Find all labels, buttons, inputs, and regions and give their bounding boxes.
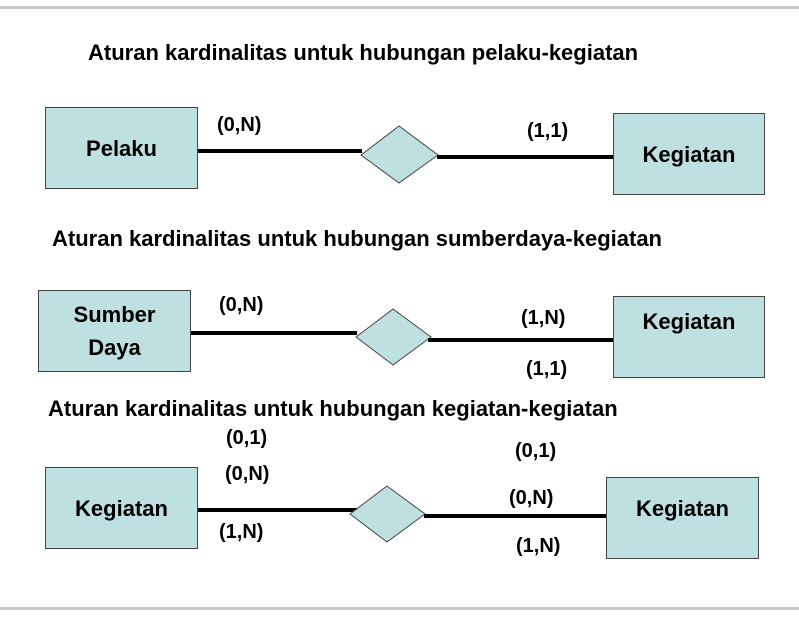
entity-sumber-daya	[38, 290, 191, 372]
entity-kegiatan-2	[613, 296, 765, 378]
card-right-0-1: (0,1)	[515, 440, 557, 462]
entity-kegiatan-3-right-label: Kegiatan	[636, 496, 729, 521]
entity-sumber-daya-label-1: Sumber	[73, 302, 156, 327]
entity-kegiatan-1	[613, 113, 765, 195]
card-left-0-n: (0,N)	[225, 463, 270, 485]
relationship-diamond-1	[361, 126, 438, 183]
entity-sumber-daya-label-2: Daya	[88, 335, 141, 360]
entity-kegiatan-3-right	[606, 477, 759, 559]
entity-pelaku	[45, 107, 198, 189]
entity-kegiatan-2-label: Kegiatan	[642, 309, 736, 334]
card-left-0-1: (0,1)	[226, 427, 268, 449]
entity-pelaku-label: Pelaku	[86, 135, 157, 161]
card-pelaku-side: (0,N)	[217, 114, 262, 136]
card-kegiatan-side-top: (1,N)	[521, 307, 566, 329]
relationship-diamond-3	[350, 486, 425, 542]
entity-kegiatan-3-left	[45, 467, 198, 549]
section3-title: Aturan kardinalitas untuk hubungan kegiatan-kegiatan	[48, 396, 618, 421]
card-right-0-n: (0,N)	[509, 487, 554, 509]
card-kegiatan-side-bottom: (1,1)	[526, 358, 568, 380]
entity-kegiatan-3-left-label: Kegiatan	[75, 495, 168, 521]
section2-title: Aturan kardinalitas untuk hubungan sumberdaya-kegiatan	[52, 226, 662, 251]
entity-kegiatan-1-label: Kegiatan	[642, 141, 736, 167]
card-sumberdaya-side: (0,N)	[219, 294, 264, 316]
relationship-diamond-2	[356, 309, 431, 365]
card-kegiatan-side: (1,1)	[527, 120, 569, 142]
section1-title: Aturan kardinalitas untuk hubungan pelaku-kegiatan	[88, 40, 639, 65]
card-right-1-n: (1,N)	[516, 535, 561, 557]
card-left-1-n: (1,N)	[219, 521, 264, 543]
